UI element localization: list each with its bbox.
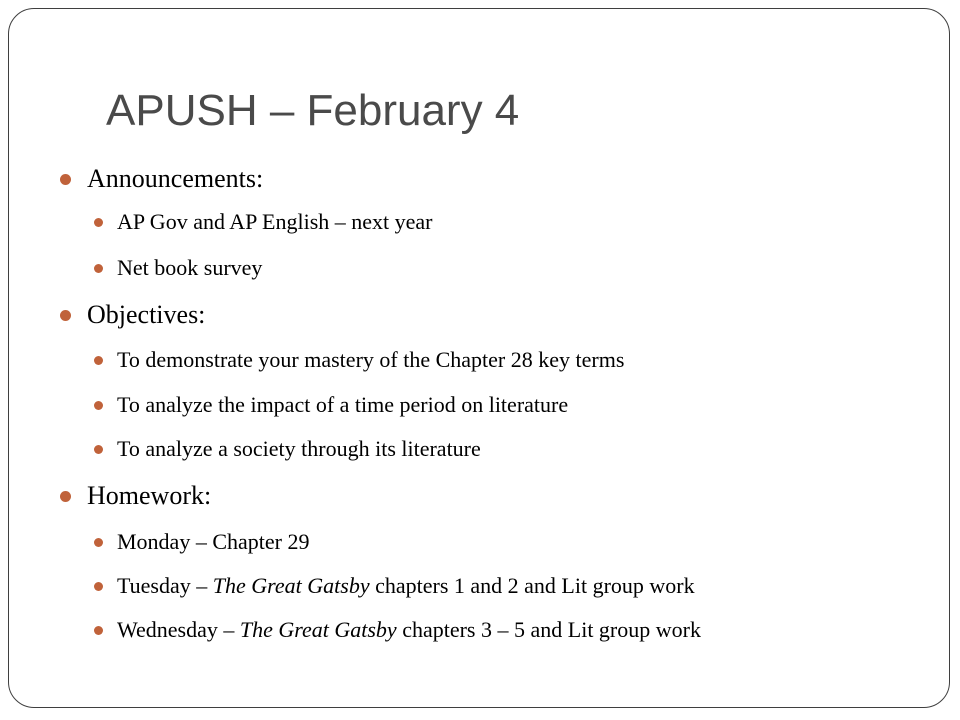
bullet-dot-icon	[94, 356, 103, 365]
homework-item-prefix: Wednesday –	[117, 617, 240, 642]
bullet-objectives	[87, 300, 205, 330]
bullet-dot-icon	[94, 445, 103, 454]
bullet-dot-icon	[60, 491, 71, 502]
homework-item	[117, 529, 309, 555]
objective-item	[117, 436, 481, 462]
bullet-dot-icon	[94, 626, 103, 635]
book-title: The Great Gatsby	[212, 573, 370, 598]
bullet-announcements	[87, 164, 263, 194]
announcement-item	[117, 209, 433, 235]
slide-title: APUSH – February 4	[106, 86, 520, 135]
announcements-heading: Announcements:	[87, 164, 264, 193]
objective-item-text: To demonstrate your mastery of the Chapter 28 key terms	[117, 347, 625, 372]
homework-item	[117, 617, 701, 643]
objective-item	[117, 347, 624, 373]
announcement-item	[117, 255, 262, 281]
homework-item-suffix: chapters 1 and 2 and Lit group work	[369, 573, 695, 598]
bullet-dot-icon	[94, 538, 103, 547]
announcement-item-text: Net book survey	[117, 255, 263, 280]
bullet-homework	[87, 481, 211, 511]
homework-item-suffix: chapters 3 – 5 and Lit group work	[396, 617, 701, 642]
homework-item-prefix: Tuesday –	[117, 573, 213, 598]
bullet-dot-icon	[94, 582, 103, 591]
announcement-item-text: AP Gov and AP English – next year	[117, 209, 433, 234]
homework-item	[117, 573, 695, 599]
bullet-dot-icon	[60, 310, 71, 321]
objective-item-text: To analyze the impact of a time period on literature	[117, 392, 569, 417]
bullet-dot-icon	[60, 174, 71, 185]
homework-item-text: Monday – Chapter 29	[117, 529, 310, 554]
homework-heading: Homework:	[87, 481, 212, 510]
bullet-dot-icon	[94, 218, 103, 227]
bullet-dot-icon	[94, 401, 103, 410]
objective-item	[117, 392, 568, 418]
book-title: The Great Gatsby	[239, 617, 397, 642]
objectives-heading: Objectives:	[87, 300, 206, 329]
bullet-dot-icon	[94, 264, 103, 273]
objective-item-text: To analyze a society through its literature	[117, 436, 481, 461]
